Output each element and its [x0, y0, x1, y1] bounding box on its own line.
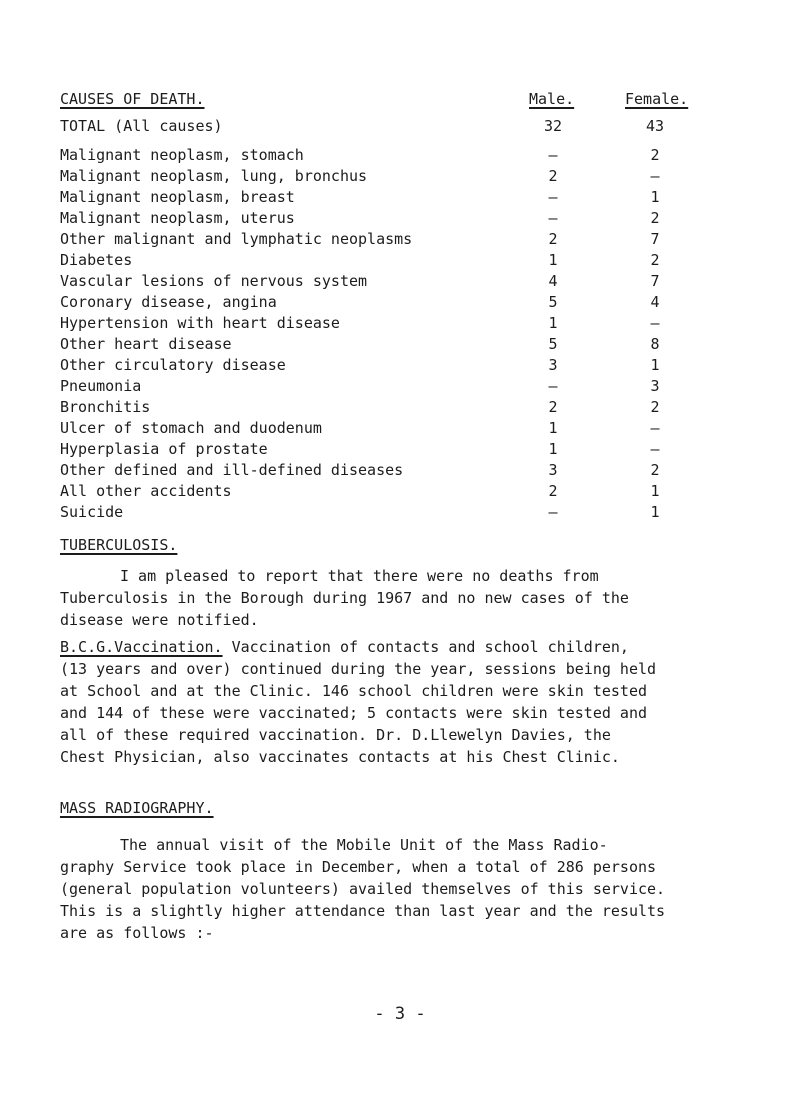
paragraph-line: I am pleased to report that there were no deaths from	[120, 567, 599, 585]
male-count: 1	[548, 440, 558, 458]
cause-label: Malignant neoplasm, lung, bronchus	[60, 167, 368, 185]
table-row	[60, 397, 700, 418]
male-count: 1	[548, 314, 558, 332]
female-count: 3	[650, 377, 660, 395]
total-male: 32	[543, 117, 563, 135]
table-row	[60, 187, 700, 208]
table-row	[60, 271, 700, 292]
male-count: –	[548, 503, 558, 521]
cause-label: Malignant neoplasm, stomach	[60, 146, 304, 164]
bcg-first-line-text: Vaccination of contacts and school children,	[222, 638, 629, 656]
cause-label: Vascular lesions of nervous system	[60, 272, 368, 290]
paragraph-line: (general population volunteers) availed themselves of this service.	[60, 880, 666, 898]
table-row	[60, 229, 700, 250]
bcg-first-line	[60, 636, 720, 658]
male-count: –	[548, 209, 558, 227]
table-header	[60, 90, 700, 112]
female-count: 1	[650, 188, 660, 206]
male-count: –	[548, 146, 558, 164]
total-row	[60, 116, 700, 137]
bcg-heading: B.C.G.Vaccination.	[60, 638, 223, 656]
male-count: –	[548, 188, 558, 206]
female-count: 1	[650, 482, 660, 500]
table-row	[60, 250, 700, 271]
cause-label: Pneumonia	[60, 377, 142, 395]
cause-label: Hypertension with heart disease	[60, 314, 340, 332]
table-title: CAUSES OF DEATH.	[60, 90, 205, 108]
table-row	[60, 313, 700, 334]
male-count: 2	[548, 230, 558, 248]
column-header-male: Male.	[529, 90, 575, 108]
table-row	[60, 376, 700, 397]
cause-label: Diabetes	[60, 251, 133, 269]
cause-label: Bronchitis	[60, 398, 151, 416]
tuberculosis-paragraph	[60, 565, 720, 631]
table-row	[60, 481, 700, 502]
radiography-heading: MASS RADIOGRAPHY.	[60, 799, 214, 817]
female-count: 2	[650, 398, 660, 416]
column-header-female: Female.	[625, 90, 689, 108]
male-count: 3	[548, 461, 558, 479]
total-female: 43	[645, 117, 665, 135]
male-count: 5	[548, 293, 558, 311]
female-count: 4	[650, 293, 660, 311]
male-count: 1	[548, 251, 558, 269]
male-count: 3	[548, 356, 558, 374]
female-count: 2	[650, 251, 660, 269]
table-row	[60, 355, 700, 376]
female-count: 8	[650, 335, 660, 353]
paragraph-line: are as follows :-	[60, 924, 214, 942]
cause-label: Suicide	[60, 503, 124, 521]
cause-label: Other malignant and lymphatic neoplasms	[60, 230, 413, 248]
female-count: –	[650, 419, 660, 437]
paragraph-line: Chest Physician, also vaccinates contacts at his Chest Clinic.	[60, 748, 620, 766]
paragraph-line: at School and at the Clinic. 146 school children were skin tested	[60, 682, 647, 700]
male-count: 1	[548, 419, 558, 437]
male-count: 4	[548, 272, 558, 290]
tuberculosis-heading: TUBERCULOSIS.	[60, 536, 178, 554]
female-count: 7	[650, 272, 660, 290]
table-row	[60, 166, 700, 187]
female-count: 1	[650, 356, 660, 374]
paragraph-line: graphy Service took place in December, when a total of 286 persons	[60, 858, 657, 876]
total-label: TOTAL (All causes)	[60, 117, 223, 135]
female-count: –	[650, 440, 660, 458]
table-row	[60, 145, 700, 166]
table-row	[60, 208, 700, 229]
cause-label: All other accidents	[60, 482, 232, 500]
female-count: 2	[650, 209, 660, 227]
cause-label: Other defined and ill-defined diseases	[60, 461, 404, 479]
paragraph-line: disease were notified.	[60, 611, 259, 629]
page-number: - 3 -	[374, 1004, 426, 1024]
table-row	[60, 502, 700, 523]
female-count: 2	[650, 461, 660, 479]
table-row	[60, 460, 700, 481]
female-count: –	[650, 167, 660, 185]
male-count: 2	[548, 482, 558, 500]
radiography-paragraph	[60, 834, 720, 944]
female-count: 7	[650, 230, 660, 248]
cause-label: Other circulatory disease	[60, 356, 286, 374]
paragraph-line: (13 years and over) continued during the year, sessions being held	[60, 660, 657, 678]
female-count: 1	[650, 503, 660, 521]
paragraph-line: Tuberculosis in the Borough during 1967 and no new cases of the	[60, 589, 629, 607]
female-count: –	[650, 314, 660, 332]
paragraph-line: This is a slightly higher attendance than last year and the results	[60, 902, 666, 920]
cause-label: Malignant neoplasm, breast	[60, 188, 295, 206]
male-count: 5	[548, 335, 558, 353]
cause-label: Other heart disease	[60, 335, 232, 353]
female-count: 2	[650, 146, 660, 164]
male-count: 2	[548, 398, 558, 416]
table-row	[60, 439, 700, 460]
cause-label: Hyperplasia of prostate	[60, 440, 268, 458]
bcg-paragraph	[60, 636, 720, 768]
cause-label: Ulcer of stomach and duodenum	[60, 419, 322, 437]
table-row	[60, 334, 700, 355]
male-count: –	[548, 377, 558, 395]
cause-label: Malignant neoplasm, uterus	[60, 209, 295, 227]
table-row	[60, 418, 700, 439]
male-count: 2	[548, 167, 558, 185]
paragraph-line: The annual visit of the Mobile Unit of the Mass Radio-	[120, 836, 608, 854]
paragraph-line: all of these required vaccination. Dr. D.Llewelyn Davies, the	[60, 726, 611, 744]
table-row	[60, 292, 700, 313]
cause-label: Coronary disease, angina	[60, 293, 277, 311]
paragraph-line: and 144 of these were vaccinated; 5 contacts were skin tested and	[60, 704, 647, 722]
